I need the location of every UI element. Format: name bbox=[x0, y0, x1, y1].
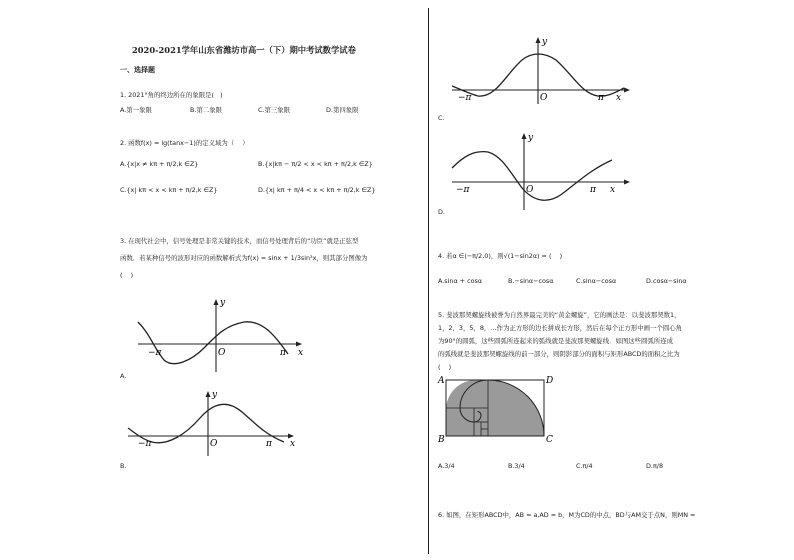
q5-stem-line2: 1，2，3，5，8，…作为正方形的边长拼成长方形，然后在每个正方形中画一个圆心角 bbox=[438, 324, 682, 332]
q3-graph-a-pi-label: π bbox=[280, 348, 286, 358]
q3-graph-d-neg-pi-label: −π bbox=[456, 185, 470, 195]
q3-graph-c bbox=[448, 34, 638, 106]
q5-label-d: D bbox=[546, 376, 554, 386]
q3-graph-a-x-label: x bbox=[298, 348, 304, 358]
q5-option-c: C.π/4 bbox=[576, 462, 593, 470]
q3-graph-d bbox=[448, 130, 638, 212]
q3-stem-line2: 函数．若某种信号的波形对应的函数解析式为f(x) = sinx + 1/3sin³x，则其部分图像为 bbox=[120, 254, 368, 262]
q1-stem: 1. 2021°角的终边所在的象限是( ) bbox=[120, 91, 223, 99]
q3-graph-a-origin-label: O bbox=[218, 348, 226, 358]
q4-stem: 4. 若α ∈(−π/2,0)，则√(1−sin2α) = ( ) bbox=[438, 252, 563, 260]
exam-title: 2020-2021学年山东省潍坊市高一（下）期中考试数学试卷 bbox=[132, 45, 356, 55]
q3-graph-a-neg-pi-label: −π bbox=[148, 348, 162, 358]
q3-graph-c-y-label: y bbox=[542, 37, 548, 47]
q3-graph-c-pi-label: π bbox=[598, 93, 604, 103]
q3-graph-c-origin-label: O bbox=[540, 93, 548, 103]
q4-option-c: C.sinα−cosα bbox=[576, 277, 617, 285]
q5-stem-line4: 的弧线就是斐波那契螺旋线的前一部分，则阴影部分的面积与矩形ABCD的面积之比为 bbox=[438, 350, 680, 358]
q3-option-c: C. bbox=[438, 114, 445, 122]
q3-graph-a-y-label: y bbox=[220, 298, 226, 308]
q1-option-c: C.第三象限 bbox=[258, 106, 291, 114]
q3-graph-d-y-label: y bbox=[528, 133, 534, 143]
q2-option-d: D.{x| kπ + π/4 < x < kπ + π/2,k ∈Z} bbox=[258, 186, 376, 194]
q1-option-a: A.第一象限 bbox=[120, 106, 152, 114]
q3-graph-d-x-label: x bbox=[610, 185, 616, 195]
q5-label-c: C bbox=[546, 435, 553, 445]
q4-option-d: D.cosα−sinα bbox=[646, 277, 687, 285]
q3-option-d: D. bbox=[438, 208, 445, 216]
q3-graph-a bbox=[134, 294, 314, 374]
q5-stem-line1: 5. 斐波那契螺旋线被誉为自然界最完美的“黄金螺旋”，它的画法是：以斐波那契数1， bbox=[438, 311, 681, 319]
q2-option-b: B.{x|kπ − π/2 < x < kπ + π/2,k ∈Z} bbox=[258, 160, 373, 168]
q5-fibonacci-figure bbox=[436, 372, 566, 446]
q4-option-a: A.sinα + cosα bbox=[438, 277, 483, 285]
q5-option-d: D.π/8 bbox=[646, 462, 664, 470]
q6-stem: 6. 如图，在矩形ABCD中，AB = a,AD = b，M为CD的中点，BD与AM交于点N，则MN = bbox=[438, 511, 696, 519]
q2-option-a: A.{x|x ≠ kπ + π/2,k ∈Z} bbox=[120, 160, 199, 168]
q3-graph-b-curve bbox=[128, 404, 284, 442]
q3-stem-line3: ( ) bbox=[120, 271, 134, 279]
q5-stem-line3: 为90°的圆弧，这些圆弧所连起来的弧线就是斐波那契螺旋线．如图这些圆弧所连成 bbox=[438, 337, 673, 345]
q1-option-b: B.第二象限 bbox=[190, 106, 222, 114]
q5-stem-line5: ( ) bbox=[438, 363, 452, 371]
q3-option-b: B. bbox=[120, 462, 127, 470]
section-heading: 一、选择题 bbox=[120, 66, 155, 74]
column-divider bbox=[428, 8, 429, 554]
q4-option-b: B.−sinα−cosα bbox=[508, 277, 554, 285]
q3-graph-b-pi-label: π bbox=[266, 439, 272, 449]
q5-label-a: A bbox=[438, 376, 445, 386]
q3-stem-line1: 3. 在现代社会中，信号处理是非常关键的技术，而信号处理背后的“功臣”就是正弦型 bbox=[120, 237, 359, 245]
q5-option-a: A.3/4 bbox=[438, 462, 455, 470]
q3-graph-b-y-label: y bbox=[212, 390, 218, 400]
q3-graph-b-origin-label: O bbox=[210, 439, 218, 449]
q3-graph-d-origin-label: O bbox=[526, 185, 534, 195]
q2-stem: 2. 函数f(x) = lg(tanx−1)的定义域为（ ） bbox=[120, 139, 249, 147]
q3-graph-c-x-label: x bbox=[616, 93, 622, 103]
q1-option-d: D.第四象限 bbox=[326, 106, 359, 114]
q3-graph-b bbox=[124, 388, 304, 458]
q5-label-b: B bbox=[438, 435, 445, 445]
q3-graph-b-neg-pi-label: −π bbox=[138, 439, 152, 449]
q2-option-c: C.{x| kπ < x < kπ + π/2,k ∈Z} bbox=[120, 186, 218, 194]
q3-graph-b-x-label: x bbox=[290, 439, 296, 449]
q5-option-b: B.3/4 bbox=[508, 462, 525, 470]
q3-option-a: A. bbox=[120, 372, 127, 380]
q3-graph-c-neg-pi-label: −π bbox=[458, 93, 472, 103]
q3-graph-d-pi-label: π bbox=[590, 185, 596, 195]
